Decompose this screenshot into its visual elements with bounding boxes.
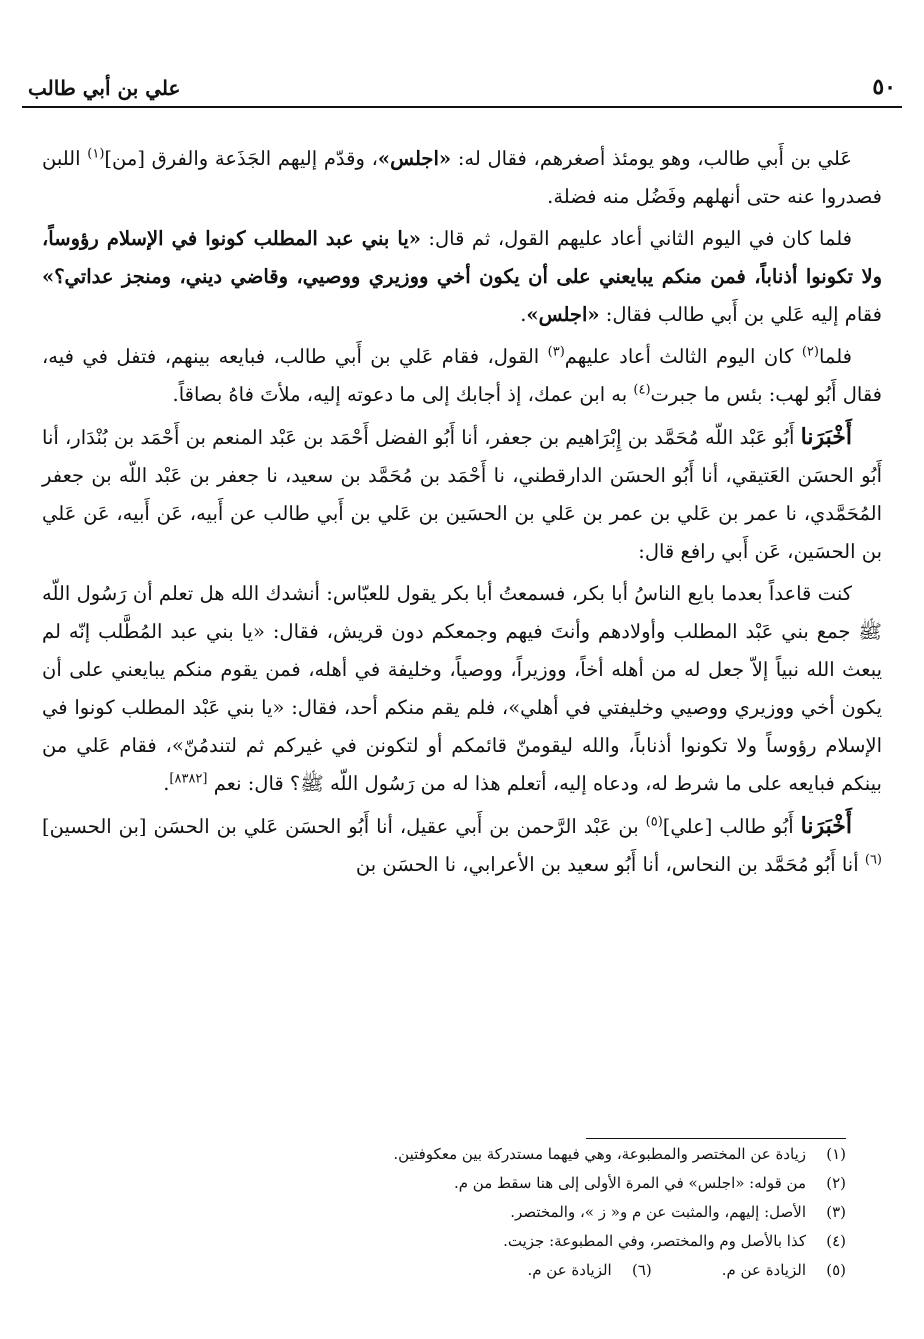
footnote-number: (٥): [826, 1261, 846, 1279]
footnote: [722, 1256, 846, 1285]
paragraph-2: [42, 220, 882, 334]
text-run: عَلي بن أَبي طالب، وهو يومئذ أصغرهم، فقال له:: [451, 147, 852, 170]
footnote-text: الزيادة عن م.: [721, 1261, 806, 1279]
quoted-speech: «يا بني عبد المطلب كونوا في الإسلام رؤوساً، ولا تكونوا أذناباً، فمن منكم يبايعني على أن يكون أخي ووزيري ووصيي، وقاضي ديني، ومنجز عداتي؟»: [42, 227, 882, 288]
text-run: به ابن عمك، إذ أجابك إلى ما دعوته إليه، ملأتَ فاهُ بصاقاً.: [172, 383, 634, 406]
footnote-text: كذا بالأصل وم والمختصر، وفي المطبوعة: جزيت.: [503, 1232, 806, 1250]
text-run: أَبُو عَبْد اللّه مُحَمَّد بن إِبْرَاهيم بن جعفر، أنا أَبُو الفضل أَحْمَد بن عَبْد المنعم بن أَحْمَد بن بُنْدَار، أنا أَبُو الحسَن العَتيقي، أنا أَبُو الحسَن الدارقطني، نا أَحْمَد بن مُحَمَّد بن سعيد، نا جعفر بن عَبْد اللّه بن جعفر المُحَمَّدي، نا عمر بن عَلي بن عمر بن عَلي بن الحسَين بن عَلي بن أَبي طالب عن أَبيه، عَن أَبيه، عَن عَلي بن الحسَين، عَن أَبي رافع قال:: [42, 426, 882, 563]
page-number: ٥٠: [872, 74, 896, 100]
quoted-speech: «اجلس»: [526, 303, 600, 326]
footnote-ref: (٢): [801, 344, 819, 360]
text-run: كنت قاعداً بعدما بايع الناسُ أبا بكر، فسمعتُ أبا بكر يقول للعبّاس: أنشدك الله هل تعلم أن رَسُول اللّه ﷺ جمع بني عَبْد المطلب وأولادهم وأنتَ فيهم وجمعكم دون قريش، فقال: «يا بني عبد المُطَّلب إنّه لم يبعث الله نبياً إلاّ جعل له من أهله أخاً، ووزيراً، ووصياً، وخليفة في أهله، فمن يقوم منكم يبايعني على أن يكون أخي ووزيري ووصيي وخليفتي في أهلي»، فلم يقم منكم أحد، فقال: «يا بني عَبْد المطلب كونوا في الإسلام رؤوساً ولا تكونوا أذناباً، والله ليقومنّ قائمكم أو لتكونن في غيركم ثم لتندمُنّ»، فقام عَلي من بينكم فبايعه على ما شرط له، ودعاه إليه، أتعلم هذا له من رَسُول اللّه ﷺ؟ قال: نعم: [42, 582, 882, 795]
paragraph-3: [42, 338, 882, 414]
footnote-text: زيادة عن المختصر والمطبوعة، وهي فيهما مستدركة بين معكوفتين.: [393, 1145, 806, 1163]
footnote-ref: (٥): [645, 814, 663, 830]
text-run: ، وقدّم إليهم الجَذَعة والفرق [من]: [104, 147, 378, 170]
footnote-number: (٤): [826, 1232, 846, 1250]
footnotes: [60, 1140, 846, 1285]
footnote-ref: (١): [87, 146, 105, 162]
text-run: بن عَبْد الرَّحمن بن أَبي عقيل، أنا أَبُو الحسَن عَلي بن الحسَن [بن الحسين]: [42, 815, 646, 838]
footnote-ref: (٦): [864, 852, 882, 868]
text-run: فلما: [818, 345, 852, 368]
footnote-text: من قوله: «اجلس» في المرة الأولى إلى هنا سقط من م.: [453, 1174, 806, 1192]
running-head: علي بن أبي طالب: [28, 76, 181, 100]
quoted-speech: «اجلس»: [377, 147, 452, 170]
footnote-divider: [586, 1138, 846, 1139]
footnote: [60, 1227, 846, 1256]
text-run: كان اليوم الثالث أعاد عليهم: [564, 345, 802, 368]
text-run: أنا أَبُو مُحَمَّد بن النحاس، أنا أَبُو سعيد بن الأعرابي، نا الحسَن بن: [355, 853, 865, 876]
hadith-number: [٨٣٨٢]: [169, 771, 208, 787]
text-run: فقام إليه عَلي بن أَبي طالب فقال:: [599, 303, 882, 326]
footnote-number: (٢): [826, 1174, 846, 1192]
paragraph-4: [42, 418, 882, 571]
text-run: القول، فقام عَلي بن أَبي طالب، فبايعه بينهم، فتفل في فيه، فقال أَبُو لهب: بئس ما جبرت: [42, 345, 882, 406]
text-run: أَبُو طالب [علي]: [662, 815, 801, 838]
footnote-row: [60, 1256, 846, 1285]
text-run: .: [163, 772, 170, 795]
paragraph-5: [42, 575, 882, 803]
footnote-text: الأصل: إليهم، والمثبت عن م و« ز »، والمختصر.: [510, 1203, 806, 1221]
isnad-opening: أَخْبَرَنا: [800, 424, 852, 450]
text-run: .: [520, 303, 527, 326]
paragraph-6: [42, 807, 882, 884]
footnote-ref: (٣): [547, 344, 565, 360]
footnote: [60, 1140, 846, 1169]
text-run: اللبن فصدروا عنه حتى أنهلهم وفَضُل منه فضلة.: [42, 147, 882, 208]
isnad-opening: أَخْبَرَنا: [800, 813, 852, 839]
footnote: [527, 1256, 651, 1285]
footnote: [60, 1169, 846, 1198]
footnote-number: (٣): [826, 1203, 846, 1221]
paragraph-1: [42, 140, 882, 216]
page-header: [22, 72, 902, 108]
text-run: فلما كان في اليوم الثاني أعاد عليهم القول، ثم قال:: [420, 227, 852, 250]
footnote-number: (١): [826, 1145, 846, 1163]
body-text: [42, 140, 882, 888]
footnote: [60, 1198, 846, 1227]
footnote-ref: (٤): [633, 382, 651, 398]
footnote-text: الزيادة عن م.: [527, 1261, 612, 1279]
footnote-number: (٦): [631, 1261, 652, 1279]
